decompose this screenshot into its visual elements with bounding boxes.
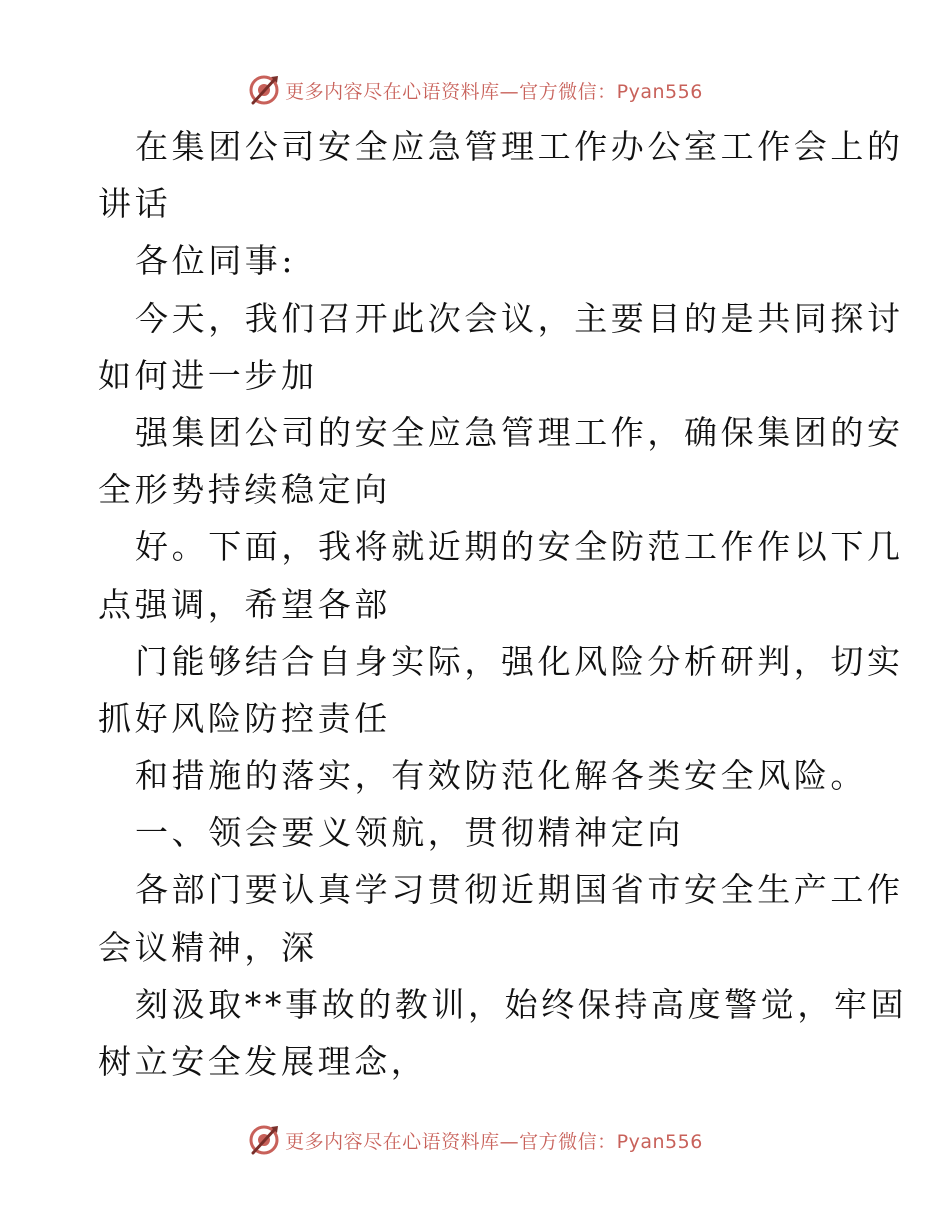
paragraph-line: 强集团公司的安全应急管理工作，确保集团的安 [135,412,904,452]
document-body [98,118,908,1090]
title-line-1: 在集团公司安全应急管理工作办公室工作会上的 [135,127,904,166]
paragraph-line: 各部门要认真学习贯彻近期国省市安全生产工作 [135,870,904,910]
paragraph-line: 门能够结合自身实际，强化风险分析研判，切实 [135,641,904,681]
paragraph-line: 全形势持续稳定向 [98,470,391,510]
paragraph-line: 今天，我们召开此次会议，主要目的是共同探讨 [135,298,904,338]
header-banner-text: 更多内容尽在心语资料库—官方微信：Pyan556 [285,80,703,103]
paragraph-line: 树立安全发展理念， [98,1042,428,1081]
paragraph-line: 刻汲取**事故的教训，始终保持高度警觉，牢固 [135,984,908,1024]
section-heading: 一、领会要义领航，贯彻精神定向 [135,813,684,853]
footer-banner-text: 更多内容尽在心语资料库—官方微信：Pyan556 [285,1130,703,1153]
paragraph-line: 抓好风险防控责任 [98,698,391,738]
paragraph-line: 点强调，希望各部 [98,584,391,624]
salutation: 各位同事: [135,241,297,281]
paragraph-line: 好。下面，我将就近期的安全防范工作作以下几 [135,527,904,567]
header-banner [0,70,950,110]
quill-seal-icon [247,1123,281,1157]
paragraph-line: 如何进一步加 [98,355,318,395]
paragraph-line: 会议精神，深 [98,927,318,967]
paragraph-line: 和措施的落实，有效防范化解各类安全风险。 [135,756,867,796]
quill-seal-icon [247,73,281,107]
title-line-2: 讲话 [98,184,172,224]
footer-banner [0,1120,950,1160]
